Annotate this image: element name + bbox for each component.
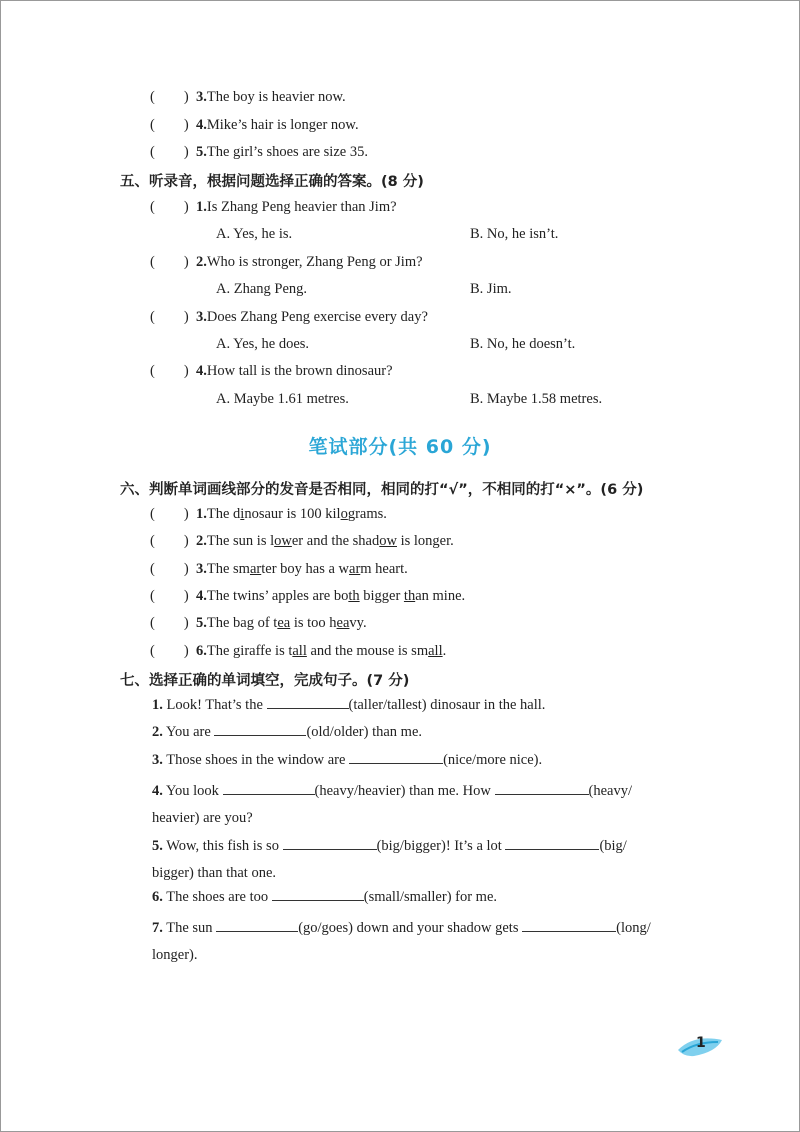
fill-item: 6. The shoes are too (small/smaller) for me. bbox=[152, 889, 498, 905]
answer-paren[interactable]: ( ) bbox=[150, 89, 189, 105]
blank-input[interactable] bbox=[223, 782, 315, 795]
answer-paren[interactable]: ( ) bbox=[150, 254, 189, 270]
fill-item: 2. You are (old/older) than me. bbox=[152, 724, 423, 740]
answer-paren[interactable]: ( ) bbox=[150, 144, 189, 160]
answer-paren[interactable]: ( ) bbox=[150, 506, 189, 522]
answer-paren[interactable]: ( ) bbox=[150, 309, 189, 325]
fill-item: 1. Look! That’s the (taller/tallest) dinosaur in the hall. bbox=[152, 697, 546, 713]
answer-paren[interactable]: ( ) bbox=[150, 643, 189, 659]
section-heading: 七、选择正确的单词填空，完成句子。(7 分) bbox=[120, 673, 410, 689]
fill-item: 7. The sun (go/goes) down and your shadow gets (long/ longer). bbox=[152, 920, 651, 963]
option-b[interactable]: B. No, he doesn’t. bbox=[470, 336, 576, 352]
answer-paren[interactable]: ( ) bbox=[150, 199, 189, 215]
blank-input[interactable] bbox=[216, 919, 298, 932]
blank-input[interactable] bbox=[522, 919, 616, 932]
option-a[interactable]: A. Zhang Peng. bbox=[216, 281, 308, 297]
option-b[interactable]: B. Jim. bbox=[470, 281, 512, 297]
written-section-title: 笔试部分(共 60 分) bbox=[308, 436, 492, 458]
answer-paren[interactable]: ( ) bbox=[150, 588, 189, 604]
option-b[interactable]: B. Maybe 1.58 metres. bbox=[470, 391, 603, 407]
answer-paren[interactable]: ( ) bbox=[150, 533, 189, 549]
blank-input[interactable] bbox=[272, 888, 364, 901]
section-heading: 五、听录音，根据问题选择正确的答案。(8 分) bbox=[120, 174, 424, 190]
page-number: 1 bbox=[696, 1035, 706, 1051]
blank-input[interactable] bbox=[214, 723, 306, 736]
fill-item: 4. You look (heavy/heavier) than me. How (heavy/ heavier) are you? bbox=[152, 783, 632, 826]
page-number-badge bbox=[676, 1030, 726, 1060]
answer-paren[interactable]: ( ) bbox=[150, 363, 189, 379]
blank-input[interactable] bbox=[267, 696, 349, 709]
option-a[interactable]: A. Maybe 1.61 metres. bbox=[216, 391, 349, 407]
fill-item: 5. Wow, this fish is so (big/bigger)! It’s a lot (big/ bigger) than that one. bbox=[152, 838, 627, 881]
option-a[interactable]: A. Yes, he does. bbox=[216, 336, 310, 352]
section-heading: 六、判断单词画线部分的发音是否相同，相同的打“√”，不相同的打“×”。(6 分) bbox=[120, 482, 644, 498]
blank-input[interactable] bbox=[349, 751, 443, 764]
answer-paren[interactable]: ( ) bbox=[150, 615, 189, 631]
blank-input[interactable] bbox=[505, 837, 599, 850]
answer-paren[interactable]: ( ) bbox=[150, 561, 189, 577]
answer-paren[interactable]: ( ) bbox=[150, 117, 189, 133]
fill-item: 3. Those shoes in the window are (nice/more nice). bbox=[152, 752, 543, 768]
option-b[interactable]: B. No, he isn’t. bbox=[470, 226, 559, 242]
blank-input[interactable] bbox=[283, 837, 377, 850]
blank-input[interactable] bbox=[495, 782, 589, 795]
option-a[interactable]: A. Yes, he is. bbox=[216, 226, 293, 242]
